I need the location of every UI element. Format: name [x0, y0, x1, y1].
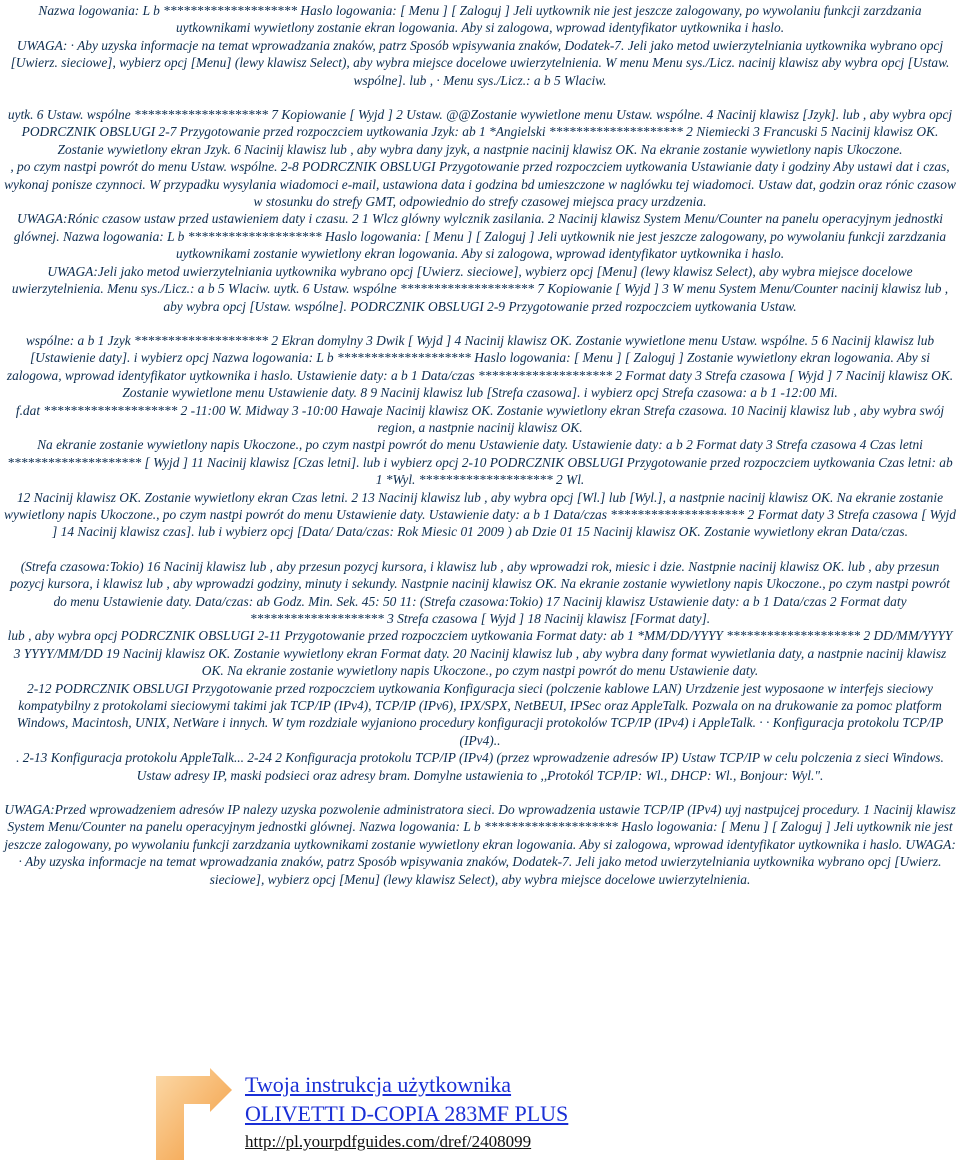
paragraph: 2-12 PODRCZNIK OBSLUGI Przygotowanie przed rozpoczciem uytkowania Konfiguracja sieci (polczenie kablowe LAN) Urzdzenie jest wyposaone w interfejs sieciowy kompatybilny z protokolami sieciowymi takimi jak TCP/IP (IPv4), TCP/IP (IPv6), IPX/SPX, NetBEUI, IPSec oraz AppleTalk. Pozwala on na drukowanie za pomoc platform Windows, Macintosh, UNIX, NetWare i innych. W tym rozdziale wyjaniono procedury konfiguracji protokolów TCP/IP (IPv4) i AppleTalk. · · Konfiguracja protokolu TCP/IP (IPv4)..	[16, 680, 944, 748]
paragraph: Na ekranie zostanie wywietlony napis Ukoczone., po czym nastpi powrót do menu Ustawienie daty. Ustawienie daty: a b 2 Format daty 3 Strefa czasowa 4 Czas letni ******************** [ Wyjd ] 11 Nacinij klawisz [Czas letni]. lub i wybierz opcj 2-10 PODRCZNIK OBSLUGI Przygotowanie przed rozpoczciem uytkowania Czas letni: ab 1 *Wyl. ******************** 2 Wl.	[7, 437, 953, 488]
document-body	[4, 2, 956, 888]
paragraph-spacer	[4, 315, 956, 332]
footer-url-link[interactable]: http://pl.yourpdfguides.com/dref/2408099	[245, 1132, 532, 1151]
paragraph: UWAGA:Rónic czasow ustaw przed ustawieniem daty i czasu. 2 1 Wlcz glówny wylcznik zasilania. 2 Nacinij klawisz System Menu/Counter na panelu operacyjnym jednostki glównej. Nazwa logowania: L b ******************** Haslo logowania: [ Menu ] [ Zaloguj ] Jeli uytkownik nie jest jeszcze zalogowany, po wywolaniu funkcji zarzdzania uytkownikami zostanie wywietlony ekran logowania. Aby si zalogowa, wprowad identyfikator uytkownika i haslo.	[13, 211, 947, 262]
paragraph: lub , aby wybra opcj PODRCZNIK OBSLUGI 2-11 Przygotowanie przed rozpoczciem uytkowania Format daty: ab 1 *MM/DD/YYYY ******************** 2 DD/MM/YYYY 3 YYYY/MM/DD 19 Nacinij klawisz OK. Zostanie wywietlony ekran Format daty. 20 Nacinij klawisz lub , aby wybra dany format wywietlania daty, a nastpnie nacinij klawisz OK. Na ekranie zostanie wywietlony napis Ukoczone., po czym nastpi powrót do menu Ustawienie daty.	[7, 628, 953, 679]
footer-product-link[interactable]: OLIVETTI D-COPIA 283MF PLUS	[245, 1101, 569, 1126]
paragraph: f.dat ******************** 2 -11:00 W. Midway 3 -10:00 Hawaje Nacinij klawisz OK. Zostanie wywietlony ekran Strefa czasowa. 10 Nacinij klawisz lub , aby wybra swój region, a nastpnie nacinij klawisz OK.	[15, 402, 945, 435]
footer-title-link[interactable]: Twoja instrukcja użytkownika	[245, 1072, 512, 1097]
paragraph: , po czym nastpi powrót do menu Ustaw. wspólne. 2-8 PODRCZNIK OBSLUGI Przygotowanie przed rozpoczciem uytkowania Ustawianie daty i godziny Aby ustawi dat i czas, wykonaj ponisze czynnoci. W przypadku wysylania wiadomoci e-mail, ustawiona data i godzina bd umieszczone w naglówku tej wiadomoci. Ustaw dat, godzin oraz rónic czasow w stosunku do strefy GMT, odpowiednio do strefy czasowej miejsca pracy urzdzenia.	[4, 159, 956, 210]
paragraph: Nazwa logowania: L b ******************** Haslo logowania: [ Menu ] [ Zaloguj ] Jeli uytkownik nie jest jeszcze zalogowany, po wywolaniu funkcji zarzdzania uytkownikami wywietlony zostanie ekran logowania. Aby si zalogowa, wprowad identyfikator uytkownika i haslo.	[38, 3, 922, 36]
arrow-logo-icon	[150, 1068, 232, 1160]
paragraph: wspólne: a b 1 Jzyk ******************** 2 Ekran domylny 3 Dwik [ Wyjd ] 4 Nacinij klawisz OK. Zostanie wywietlone menu Ustaw. wspólne. 5 6 Nacinij klawisz lub [Ustawienie daty]. i wybierz opcj Nazwa logowania: L b ******************** Haslo logowania: [ Menu ] [ Zaloguj ] Zostanie wywietlony ekran logowania. Aby si zalogowa, wprowad identyfikator uytkownika i haslo. Ustawienie daty: a b 1 Data/czas ******************** 2 Format daty 3 Strefa czasowa [ Wyjd ] 7 Nacinij klawisz OK. Zostanie wywietlone menu Ustawienie daty. 8 9 Nacinij klawisz lub [Strefa czasowa]. i wybierz opcj Strefa czasowa: a b 1 -12:00 Mi.	[6, 332, 954, 401]
footer-brand	[245, 1070, 568, 1156]
paragraph: . 2-13 Konfiguracja protokolu AppleTalk... 2-24 2 Konfiguracja protokolu TCP/IP (IPv4) (przez wprowadzenie adresów IP) Ustaw TCP/IP w celu polczenia z sieci Windows. Ustaw adresy IP, maski podsieci oraz adresy bram. Domylne ustawienia to ,,Protokól TCP/IP: Wl., DHCP: Wl., Bonjour: Wyl.".	[16, 750, 944, 783]
paragraph-spacer	[4, 541, 956, 558]
paragraph-spacer	[4, 89, 956, 106]
paragraph: UWAGA:Przed wprowadzeniem adresów IP nalezy uzyska pozwolenie administratora sieci. Do wprowadzenia ustawie TCP/IP (IPv4) uyj nastpujcej procedury. 1 Nacinij klawisz System Menu/Counter na panelu operacyjnym jednostki glównej. Nazwa logowania: L b ******************** Haslo logowania: [ Menu ] [ Zaloguj ] Jeli uytkownik nie jest jeszcze zalogowany, po wywolaniu funkcji zarzdzania uytkownikami zostanie wywietlony ekran logowania. Aby si zalogowa, wprowad identyfikator uytkownika i haslo. UWAGA: · Aby uzyska informacje na temat wprowadzania znaków, patrz Sposób wpisywania znaków, Dodatek-7. Jeli jako metod uwierzytelniania uytkownika wybrano opcj [Uwierz. sieciowe], wybierz opcj [Menu] (lewy klawisz Select), aby wybra miejsce docelowe uwierzytelnienia.	[4, 802, 956, 887]
paragraph: UWAGA: · Aby uzyska informacje na temat wprowadzania znaków, patrz Sposób wpisywania znaków, Dodatek-7. Jeli jako metod uwierzytelniania uytkownika wybrano opcj [Uwierz. sieciowe], wybierz opcj [Menu] (lewy klawisz Select), aby wybra miejsce docelowe uwierzytelnienia. W menu Menu sys./Licz. nacinij klawisz aby wybra opcj [Ustaw. wspólne]. lub , · Menu sys./Licz.: a b 5 Wlaciw.	[10, 37, 950, 88]
paragraph-spacer	[4, 784, 956, 801]
paragraph: (Strefa czasowa:Tokio) 16 Nacinij klawisz lub , aby przesun pozycj kursora, i klawisz lub , aby wprowadzi rok, miesic i dzie. Nastpnie nacinij klawisz OK. lub , aby przesun pozycj kursora, i klawisz lub , aby wprowadzi godziny, minuty i sekundy. Nastpnie nacinij klawisz OK. Na ekranie zostanie wywietlony napis Ukoczone., po czym nastpi powrót do menu Ustawienie daty. Data/czas: ab Godz. Min. Sek. 45: 50 11: (Strefa czasowa:Tokio) 17 Nacinij klawisz Ustawienie daty: a b 1 Data/czas 2 Format daty ******************** 3 Strefa czasowa [ Wyjd ] 18 Nacinij klawisz [Format daty].	[10, 558, 950, 626]
paragraph: 12 Nacinij klawisz OK. Zostanie wywietlony ekran Czas letni. 2 13 Nacinij klawisz lub , aby wybra opcj [Wl.] lub [Wyl.], a nastpnie nacinij klawisz OK. Na ekranie zostanie wywietlony napis Ukoczone., po czym nastpi powrót do menu Ustawienie daty. Ustawienie daty: a b 1 Data/czas ******************** 2 Format daty 3 Strefa czasowa [ Wyjd ] 14 Nacinij klawisz czas]. lub i wybierz opcj [Data/ Data/czas: Rok Miesic 01 2009 ) ab Dzie 01 15 Nacinij klawisz OK. Zostanie wywietlony ekran Data/czas.	[4, 489, 956, 540]
paragraph: UWAGA:Jeli jako metod uwierzytelniania uytkownika wybrano opcj [Uwierz. sieciowe], wybierz opcj [Menu] (lewy klawisz Select), aby wybra miejsce docelowe uwierzytelnienia. Menu sys./Licz.: a b 5 Wlaciw. uytk. 6 Ustaw. wspólne ******************** 7 Kopiowanie [ Wyjd ] 3 W menu System Menu/Counter nacinij klawisz lub , aby wybra opcj [Ustaw. wspólne]. PODRCZNIK OBSLUGI 2-9 Przygotowanie przed rozpoczciem uytkowania Ustaw.	[11, 263, 949, 314]
paragraph: uytk. 6 Ustaw. wspólne ******************** 7 Kopiowanie [ Wyjd ] 2 Ustaw. @@Zostanie wywietlone menu Ustaw. wspólne. 4 Nacinij klawisz [Jzyk]. lub , aby wybra opcj PODRCZNIK OBSLUGI 2-7 Przygotowanie przed rozpoczciem uytkowania Jzyk: ab 1 *Angielski ******************** 2 Niemiecki 3 Francuski 5 Nacinij klawisz OK. Zostanie wywietlony ekran Jzyk. 6 Nacinij klawisz lub , aby wybra dany jzyk, a nastpnie nacinij klawisz OK. Na ekranie zostanie wywietlony napis Ukoczone.	[7, 107, 953, 157]
